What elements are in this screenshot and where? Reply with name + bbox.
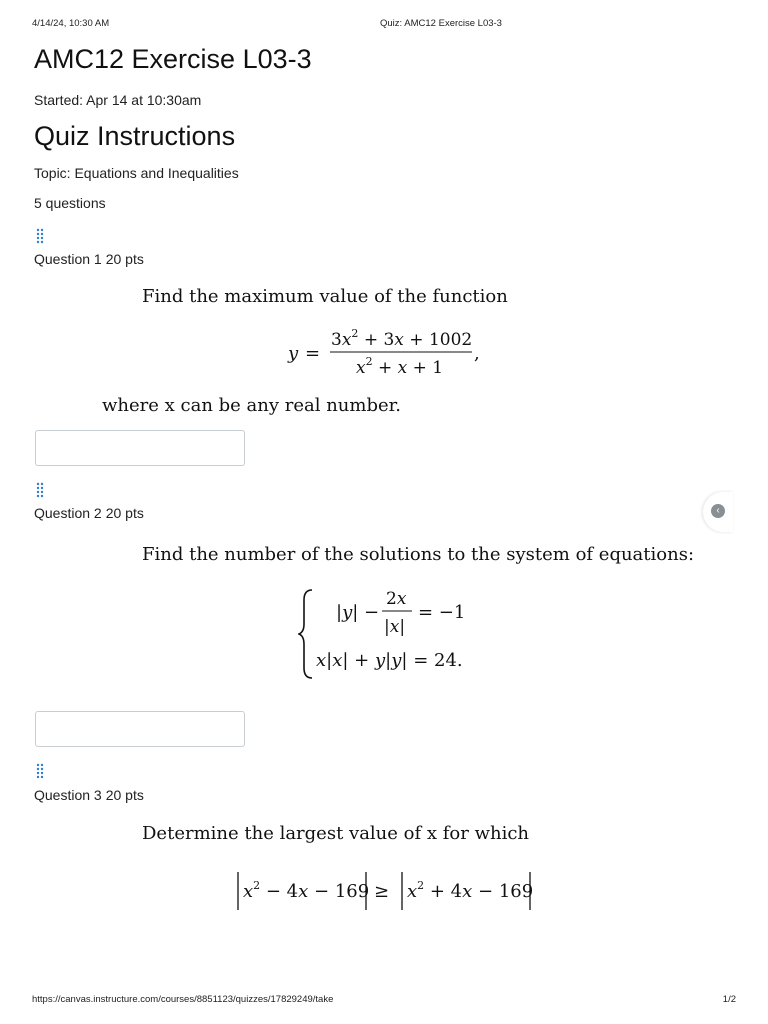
collapse-arrow-icon: ‹ — [711, 504, 725, 518]
question-points: 20 pts — [105, 505, 144, 521]
answer-input[interactable] — [35, 430, 245, 466]
print-page-title: Quiz: AMC12 Exercise L03-3 — [380, 18, 502, 29]
question-header — [34, 251, 148, 267]
svg-text:|x|: |x| — [384, 617, 406, 637]
svg-text:,: , — [474, 343, 480, 364]
print-footer — [32, 994, 736, 1008]
question-points: 20 pts — [105, 787, 144, 803]
side-panel-tab[interactable] — [703, 492, 733, 532]
question-label: Question 3 — [34, 787, 102, 803]
print-date: 4/14/24, 10:30 AM — [32, 18, 110, 29]
question-header — [34, 787, 148, 803]
svg-text:= −1: = −1 — [418, 602, 466, 623]
svg-text:≥: ≥ — [374, 881, 390, 902]
svg-text:x2 + 4x − 169: $x^2 + 4x - 169$ — [407, 879, 534, 902]
question-label: Question 2 — [34, 505, 102, 521]
drag-handle-icon[interactable] — [36, 482, 48, 498]
equation-system — [298, 584, 478, 684]
svg-text:x|x| + y|y| = 24.: x|x| + y|y| = 24. — [316, 650, 463, 671]
function-formula — [280, 322, 500, 382]
answer-input[interactable] — [35, 711, 245, 747]
quiz-title: AMC12 Exercise L03-3 — [34, 44, 312, 74]
question-suffix: where x can be any real number. — [102, 395, 401, 416]
svg-text:2x: 2x — [386, 589, 407, 609]
print-page-number: 1/2 — [722, 994, 736, 1005]
question-prompt: Find the maximum value of the function — [142, 286, 508, 307]
svg-text:3x2 + 3x + 1002: $3x^2 + 3x + 1002$ — [331, 327, 473, 350]
drag-handle-icon[interactable] — [36, 228, 48, 244]
svg-text:=: = — [305, 343, 321, 364]
question-count: 5 questions — [34, 195, 106, 211]
quiz-instructions-heading: Quiz Instructions — [34, 121, 236, 151]
question-points: 20 pts — [105, 251, 144, 267]
print-url: https://canvas.instructure.com/courses/8851123/quizzes/17829249/take — [32, 994, 334, 1005]
question-prompt: Find the number of the solutions to the system of equations: — [142, 544, 695, 565]
svg-text:x2 + x + 1: $x^2 + x + 1$ — [356, 355, 444, 378]
quiz-started-time: Started: Apr 14 at 10:30am — [34, 92, 202, 108]
svg-text:x2 − 4x − 169: $x^2 - 4x - 169$ — [243, 879, 370, 902]
svg-text:|y| −: |y| − — [336, 602, 380, 623]
svg-text:y: y — [288, 343, 299, 364]
question-prompt: Determine the largest value of x for which — [142, 823, 529, 844]
inequality-formula — [232, 868, 542, 914]
question-header — [34, 505, 148, 521]
print-header — [32, 18, 736, 32]
drag-handle-icon[interactable] — [36, 763, 48, 779]
question-label: Question 1 — [34, 251, 102, 267]
quiz-topic: Topic: Equations and Inequalities — [34, 165, 239, 181]
